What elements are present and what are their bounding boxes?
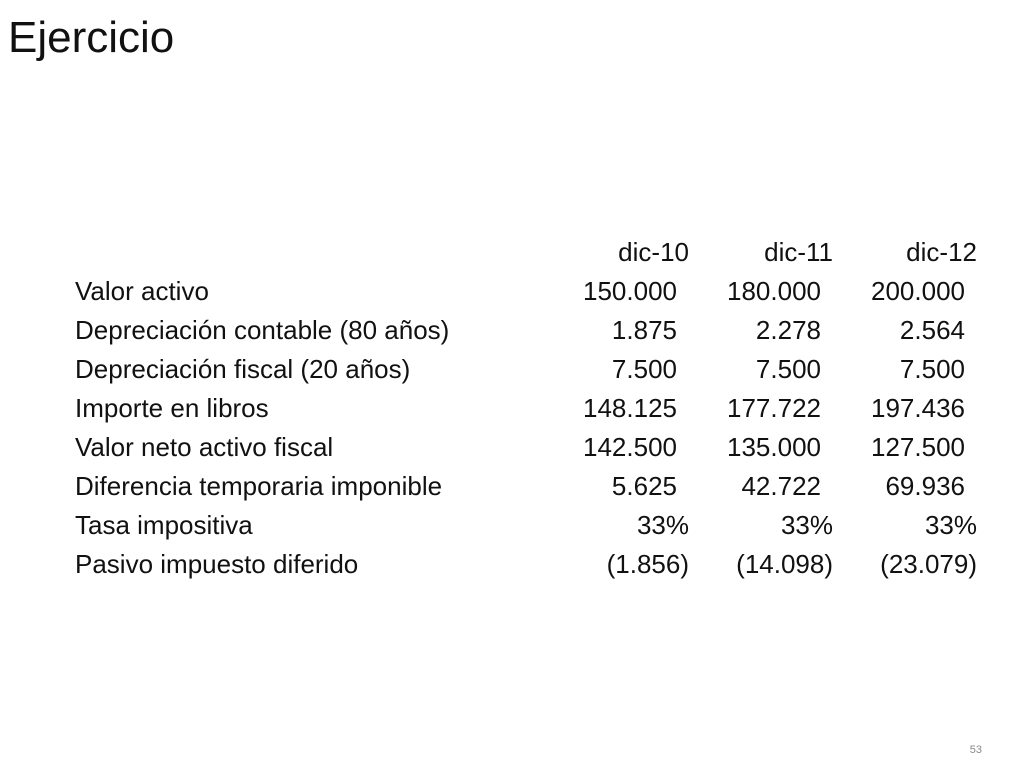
table-cell: 2.278 (755, 315, 821, 345)
table-cell: 42.722 (741, 471, 821, 501)
table-row (75, 389, 977, 428)
table-cell: 135.000 (727, 432, 821, 462)
table-cell: 148.125 (583, 393, 677, 423)
deferred-tax-table (75, 233, 977, 584)
table-cell: 7.500 (755, 354, 821, 384)
row-label: Diferencia temporaria imponible (75, 471, 443, 501)
table-cell: 1.875 (611, 315, 677, 345)
table-row (75, 272, 977, 311)
page-number: 53 (969, 744, 982, 756)
table-cell: 200.000 (871, 276, 965, 306)
row-label: Tasa impositiva (75, 510, 253, 540)
slide-title: Ejercicio (8, 13, 175, 62)
row-label: Valor neto activo fiscal (75, 432, 334, 462)
table-header-row (75, 233, 977, 272)
table-cell: 7.500 (611, 354, 677, 384)
table-cell: 5.625 (611, 471, 677, 501)
table-cell: 127.500 (871, 432, 965, 462)
table-cell: 177.722 (727, 393, 821, 423)
table-row (75, 545, 977, 584)
table-cell: (23.079) (880, 549, 977, 579)
table-row (75, 428, 977, 467)
table-cell: 69.936 (885, 471, 965, 501)
column-header: dic-10 (618, 237, 689, 267)
table-cell: 33% (780, 510, 833, 540)
table-cell: 7.500 (899, 354, 965, 384)
table-cell: 33% (924, 510, 977, 540)
table-cell: (14.098) (736, 549, 833, 579)
row-label: Depreciación fiscal (20 años) (75, 354, 411, 384)
table-row (75, 467, 977, 506)
table-row (75, 350, 977, 389)
table-row (75, 506, 977, 545)
column-header: dic-11 (764, 237, 833, 267)
column-header: dic-12 (906, 237, 977, 267)
table-cell: 197.436 (871, 393, 965, 423)
table-cell: 150.000 (583, 276, 677, 306)
header-empty-cell (75, 233, 545, 272)
row-label: Valor activo (75, 276, 209, 306)
table-cell: 180.000 (727, 276, 821, 306)
row-label: Importe en libros (75, 393, 269, 423)
table-cell: 142.500 (583, 432, 677, 462)
table-cell: 2.564 (899, 315, 965, 345)
table-cell: 33% (636, 510, 689, 540)
row-label: Depreciación contable (80 años) (75, 315, 450, 345)
table-cell: (1.856) (606, 549, 689, 579)
table-row (75, 311, 977, 350)
row-label: Pasivo impuesto diferido (75, 549, 359, 579)
